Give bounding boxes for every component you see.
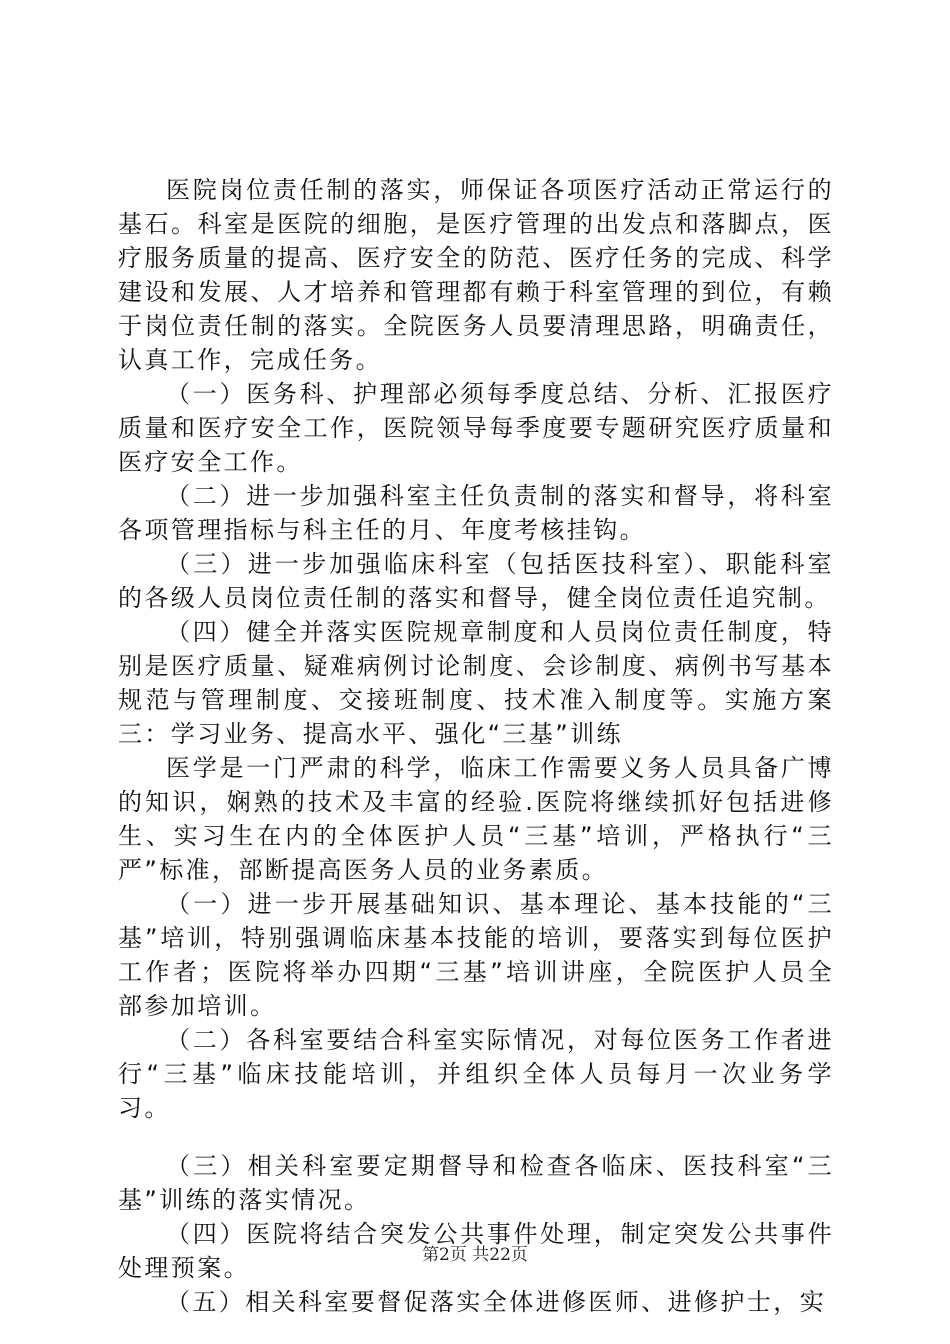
- body-paragraph-8: （二）各科室要结合科室实际情况，对每位医务工作者进行“三基”临床技能培训，并组织全体人员每月一次业务学习。: [118, 1026, 834, 1122]
- body-paragraph-7: （一）进一步开展基础知识、基本理论、基本技能的“三基”培训，特别强调临床基本技能的培训，要落实到每位医护工作者；医院将举办四期“三基”培训讲座，全院医护人员全部参加培训。: [118, 890, 834, 1020]
- body-paragraph-2: （一）医务科、护理部必须每季度总结、分析、汇报医疗质量和医疗安全工作，医院领导每季度要专题研究医疗质量和医疗安全工作。: [118, 380, 834, 476]
- body-paragraph-3: （二）进一步加强科室主任负责制的落实和督导，将科室各项管理指标与科主任的月、年度考核挂钩。: [118, 482, 834, 544]
- document-body: [118, 173, 834, 1319]
- body-paragraph-4: （三）进一步加强临床科室（包括医技科室）、职能科室的各级人员岗位责任制的落实和督导，健全岗位责任追究制。: [118, 550, 834, 612]
- body-paragraph-9: （三）相关科室要定期督导和检查各临床、医技科室“三基”训练的落实情况。: [118, 1152, 834, 1214]
- body-paragraph-5: （四）健全并落实医院规章制度和人员岗位责任制度，特别是医疗质量、疑难病例讨论制度、会诊制度、病例书写基本规范与管理制度、交接班制度、技术准入制度等。实施方案三：学习业务、提高水平、强化“三基”训练: [118, 618, 834, 748]
- body-paragraph-6: 医学是一门严肃的科学，临床工作需要义务人员具备广博的知识，娴熟的技术及丰富的经验.医院将继续抓好包括进修生、实习生在内的全体医护人员“三基”培训，严格执行“三严”标准，部断提高医务人员的业务素质。: [118, 754, 834, 884]
- body-paragraph-10: （四）医院将结合突发公共事件处理，制定突发公共事件处理预案。: [118, 1220, 834, 1282]
- page-number-footer: 第2页 共22页: [422, 1245, 528, 1265]
- body-paragraph-1: 医院岗位责任制的落实，师保证各项医疗活动正常运行的基石。科室是医院的细胞，是医疗管理的出发点和落脚点，医疗服务质量的提高、医疗安全的防范、医疗任务的完成、科学建设和发展、人才培养和管理都有赖于科室管理的到位，有赖于岗位责任制的落实。全院医务人员要清理思路，明确责任，认真工作，完成任务。: [118, 176, 834, 374]
- body-paragraph-11: （五）相关科室要督促落实全体进修医师、进修护士，实: [166, 1288, 826, 1316]
